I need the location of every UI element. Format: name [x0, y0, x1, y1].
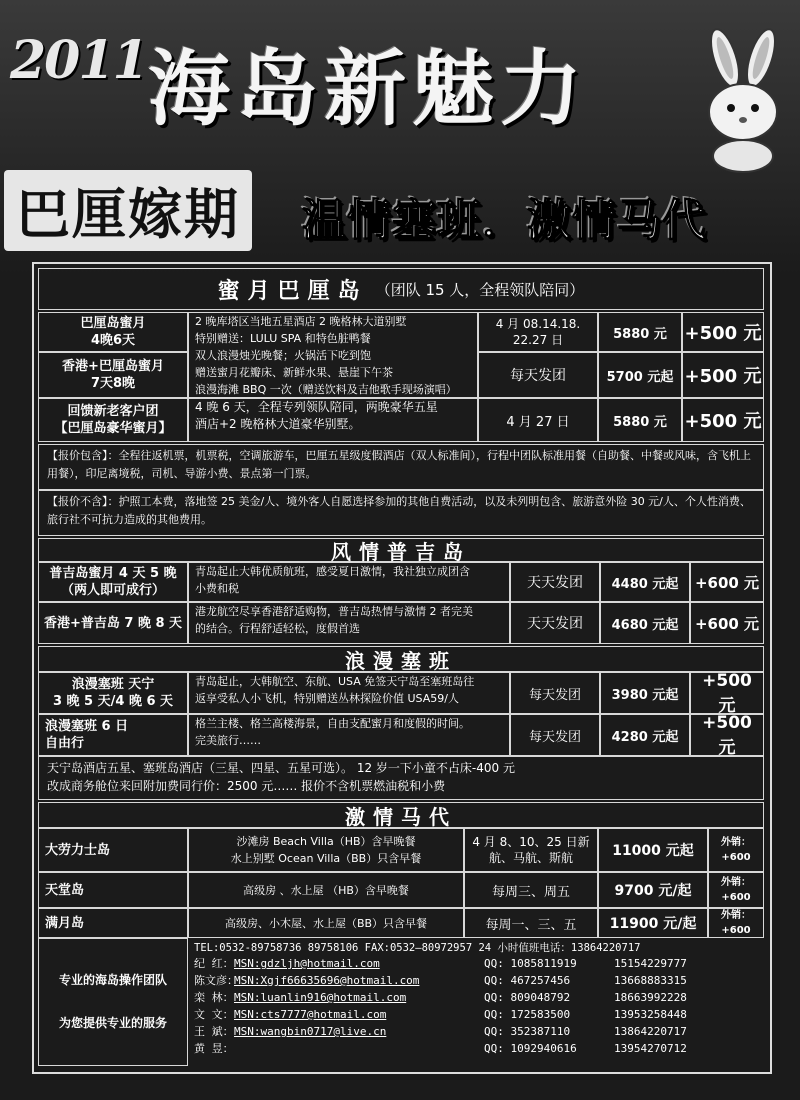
bali-desc-merged	[188, 312, 478, 398]
maldives-row3-desc: 高级房、小木屋、水上屋（BB）只含早餐	[188, 908, 464, 938]
subtitle-bali: 巴厘嫁期	[4, 170, 252, 251]
desc-line: 青岛起止大韩优质航班，感受夏日激情，我社独立成团含	[195, 565, 470, 578]
maldives-row2-surcharge	[708, 872, 764, 908]
surcharge-line: +600	[721, 892, 751, 903]
phuket-row2-desc	[188, 602, 510, 644]
desc-line: 完美旅行……	[195, 734, 261, 747]
qq-number: QQ: 467257456	[484, 974, 571, 987]
phuket-row1-name	[38, 562, 188, 602]
phuket-row2-price: 4680 元起	[600, 602, 690, 644]
mobile-number: 18663992228	[614, 991, 687, 1004]
name-line: 回馈新老客户团	[67, 404, 159, 419]
desc-line: 港龙航空尽享香港舒适购物，普吉岛热情与激情 2 者完美	[195, 605, 473, 618]
mobile-number: 15154229777	[614, 957, 687, 970]
maldives-row2-price: 9700 元/起	[598, 872, 708, 908]
desc-line: 返享受私人小飞机，特别赠送丛林探险价值 USA59/人	[195, 692, 459, 705]
saipan-row1-name	[38, 672, 188, 714]
phuket-row2-name: 香港+普吉岛 7 晚 8 天	[38, 602, 188, 644]
section-title-phuket: 风情普吉岛	[331, 539, 471, 564]
bali-price-exclude: 【报价不含】：护照工本费，落地签 25 美金/人、境外客人自愿选择参加的其他自费活动，以及未列明包含、旅游意外险 30 元/人、个人性消费、旅行社不可抗力造成的其他费用。	[38, 490, 764, 536]
desc-line: 水上别墅 Ocean Villa（BB）只含早餐	[230, 852, 422, 865]
name-line: 4晚6天	[90, 333, 136, 348]
bali-row1-name	[38, 312, 188, 352]
name-line: 普吉岛蜜月 4 天 5 晚	[49, 566, 177, 581]
maldives-row3-surcharge	[708, 908, 764, 938]
saipan-note	[38, 756, 764, 800]
saipan-row2-name	[38, 714, 188, 756]
contact-row	[194, 956, 764, 973]
maldives-row1-date	[464, 828, 598, 872]
maldives-row1-desc	[188, 828, 464, 872]
section-header-maldives	[38, 802, 764, 828]
saipan-row2-date: 每天发团	[510, 714, 600, 756]
section-title-bali: 蜜月巴厘岛	[217, 278, 368, 304]
contact-name: 纪 红：	[194, 957, 234, 970]
contact-name: 黄 昱：	[194, 1042, 234, 1055]
phuket-row1-date: 天天发团	[510, 562, 600, 602]
saipan-row2-surcharge: +500 元	[690, 714, 764, 756]
maldives-row1-price: 11000 元起	[598, 828, 708, 872]
contact-name: 栾 林：	[194, 991, 234, 1004]
bali-row3-price: 5880 元	[598, 398, 682, 442]
contact-phone-line: TEL:0532-89758736 89758106 FAX:0532—80972957 24 小时值班电话：13864220717	[194, 942, 641, 954]
mobile-number: 13668883315	[614, 974, 687, 987]
desc-line: 格兰主楼、格兰高楼海景，自由支配蜜月和度假的时间。	[195, 717, 470, 730]
qq-number: QQ: 352387110	[484, 1025, 571, 1038]
name-line: 香港+巴厘岛蜜月	[62, 359, 164, 374]
surcharge-line: +600	[721, 852, 751, 863]
surcharge-line: 外销：	[721, 910, 751, 921]
msn-link[interactable]: MSN:Xgjf66635696@hotmail.com	[234, 974, 420, 987]
desc-line: 小费和税	[195, 582, 239, 595]
contact-row	[194, 1041, 764, 1058]
phuket-row2-date: 天天发团	[510, 602, 600, 644]
contact-people	[194, 956, 764, 1058]
section-title-maldives: 激情马代	[345, 804, 457, 829]
bali-row3-desc	[188, 398, 478, 442]
desc-line: 赠送蜜月花瓣床、新鲜水果、悬崖下午茶	[195, 366, 393, 379]
msn-link[interactable]: MSN:luanlin916@hotmail.com	[234, 991, 407, 1004]
bali-row3-date: 4 月 27 日	[478, 398, 598, 442]
maldives-row3-date: 每周一、三、五	[464, 908, 598, 938]
saipan-row2-price: 4280 元起	[600, 714, 690, 756]
desc-line: 的结合。行程舒适轻松，度假首选	[195, 622, 360, 635]
section-header-saipan	[38, 646, 764, 672]
contact-name: 王 斌：	[194, 1025, 234, 1038]
surcharge-line: 外销：	[721, 837, 751, 848]
contact-row	[194, 1007, 764, 1024]
desc-line: 浪漫海滩 BBQ 一次（赠送饮料及吉他歌手现场演唱）	[195, 383, 457, 396]
maldives-row2-name: 天堂岛	[38, 872, 188, 908]
bali-row2-date: 每天发团	[478, 352, 598, 398]
bali-price-include: 【报价包含】：全程往返机票，机票税，空调旅游车，巴厘五星级度假酒店（双人标准间），行程中团队标准用餐（自助餐、中餐或风味，含飞机上用餐），印尼离境税，司机、导游小费、景点第一门票。	[38, 444, 764, 490]
contact-row	[194, 1024, 764, 1041]
saipan-row1-price: 3980 元起	[600, 672, 690, 714]
desc-line: 酒店+2 晚格林大道豪华别墅。	[195, 417, 361, 431]
section-header-phuket	[38, 538, 764, 562]
slogan-line: 专业的海岛操作团队	[58, 973, 167, 987]
saipan-row1-desc	[188, 672, 510, 714]
saipan-row1-date: 每天发团	[510, 672, 600, 714]
phuket-row1-surcharge: +600 元	[690, 562, 764, 602]
bali-row1-price: 5880 元	[598, 312, 682, 352]
note-line: 天宁岛酒店五星、塞班岛酒店（三星、四星、五星可选）。 12 岁一下小童不占床-400 元	[47, 761, 515, 775]
bali-row1-surcharge: +500 元	[682, 312, 764, 352]
contact-name: 文 文：	[194, 1008, 234, 1021]
subtitle-saipan-maldives: 温情塞班．激情马代	[302, 195, 707, 246]
contact-row	[194, 973, 764, 990]
qq-number: QQ: 1085811919	[484, 957, 577, 970]
mobile-number: 13953258448	[614, 1008, 687, 1021]
date-line: 22.27 日	[512, 333, 564, 347]
phuket-row2-surcharge: +600 元	[690, 602, 764, 644]
date-line: 4 月 08.14.18.	[495, 317, 581, 331]
contact-name: 陈文彦：	[194, 974, 238, 987]
msn-link[interactable]: MSN:wangbin0717@live.cn	[234, 1025, 387, 1038]
msn-link[interactable]: MSN:cts7777@hotmail.com	[234, 1008, 387, 1021]
section-note-bali: （团队 15 人，全程领队陪同）	[375, 280, 585, 299]
date-line: 航、马航、斯航	[488, 851, 573, 865]
mobile-number: 13864220717	[614, 1025, 687, 1038]
name-line: 自由行	[45, 736, 85, 751]
section-title-saipan: 浪漫塞班	[345, 648, 457, 673]
page-title: 海岛新魅力	[148, 42, 589, 137]
bali-row2-price: 5700 元起	[598, 352, 682, 398]
name-line: 浪漫塞班 天宁	[71, 677, 155, 692]
date-line: 4 月 8、10、25 日新	[472, 835, 590, 849]
desc-line: 2 晚库塔区当地五星酒店 2 晚格林大道别墅	[195, 315, 407, 328]
contact-block	[194, 940, 764, 1064]
note-line: 改成商务舱位来回附加费同行价：2500 元…… 报价不含机票燃油税和小费	[47, 779, 446, 793]
maldives-row1-surcharge	[708, 828, 764, 872]
maldives-row1-name: 大劳力士岛	[38, 828, 188, 872]
bali-row1-date	[478, 312, 598, 352]
section-header-bali	[38, 268, 764, 310]
bali-row3-name	[38, 398, 188, 442]
mobile-number: 13954270712	[614, 1042, 687, 1055]
contact-row	[194, 990, 764, 1007]
bali-row2-surcharge: +500 元	[682, 352, 764, 398]
saipan-row2-desc	[188, 714, 510, 756]
bali-row3-surcharge: +500 元	[682, 398, 764, 442]
maldives-row3-price: 11900 元/起	[598, 908, 708, 938]
name-line: 巴厘岛蜜月	[80, 316, 146, 331]
qq-number: QQ: 809048792	[484, 991, 571, 1004]
qq-number: QQ: 1092940616	[484, 1042, 577, 1055]
name-line: 7天8晚	[90, 376, 136, 391]
desc-line: 4 晚 6 天，全程专列领队陪同，两晚豪华五星	[195, 400, 438, 414]
qq-number: QQ: 172583500	[484, 1008, 571, 1021]
slogan-line: 为您提供专业的服务	[58, 1016, 167, 1030]
surcharge-line: +600	[721, 925, 751, 936]
desc-line: 青岛起止，大韩航空、东航、USA 免签天宁岛至塞班岛往	[195, 675, 475, 688]
maldives-row2-desc: 高级房 、水上屋 （HB）含早晚餐	[188, 872, 464, 908]
bunny-icon	[695, 28, 791, 174]
bali-row2-name	[38, 352, 188, 398]
desc-line: 沙滩房 Beach Villa（HB）含早晚餐	[236, 835, 416, 848]
contact-slogan	[38, 938, 188, 1066]
name-line: 浪漫塞班 6 日	[45, 719, 129, 734]
name-line: （两人即可成行）	[60, 583, 165, 598]
maldives-row2-date: 每周三、周五	[464, 872, 598, 908]
saipan-row1-surcharge: +500 元	[690, 672, 764, 714]
maldives-row3-name: 满月岛	[38, 908, 188, 938]
surcharge-line: 外销：	[721, 877, 751, 888]
msn-link[interactable]: MSN:gdzljh@hotmail.com	[234, 957, 380, 970]
desc-line: 双人浪漫烛光晚餐；火锅活下吃到饱	[195, 349, 371, 362]
year-logo: 2011	[10, 30, 147, 91]
price-table	[32, 262, 772, 1074]
desc-line: 特别赠送：LULU SPA 和特色脏鸭餐	[195, 332, 371, 345]
phuket-row1-desc	[188, 562, 510, 602]
name-line: 3 晚 5 天/4 晚 6 天	[52, 694, 174, 709]
phuket-row1-price: 4480 元起	[600, 562, 690, 602]
name-line: 【巴厘岛豪华蜜月】	[54, 421, 172, 436]
